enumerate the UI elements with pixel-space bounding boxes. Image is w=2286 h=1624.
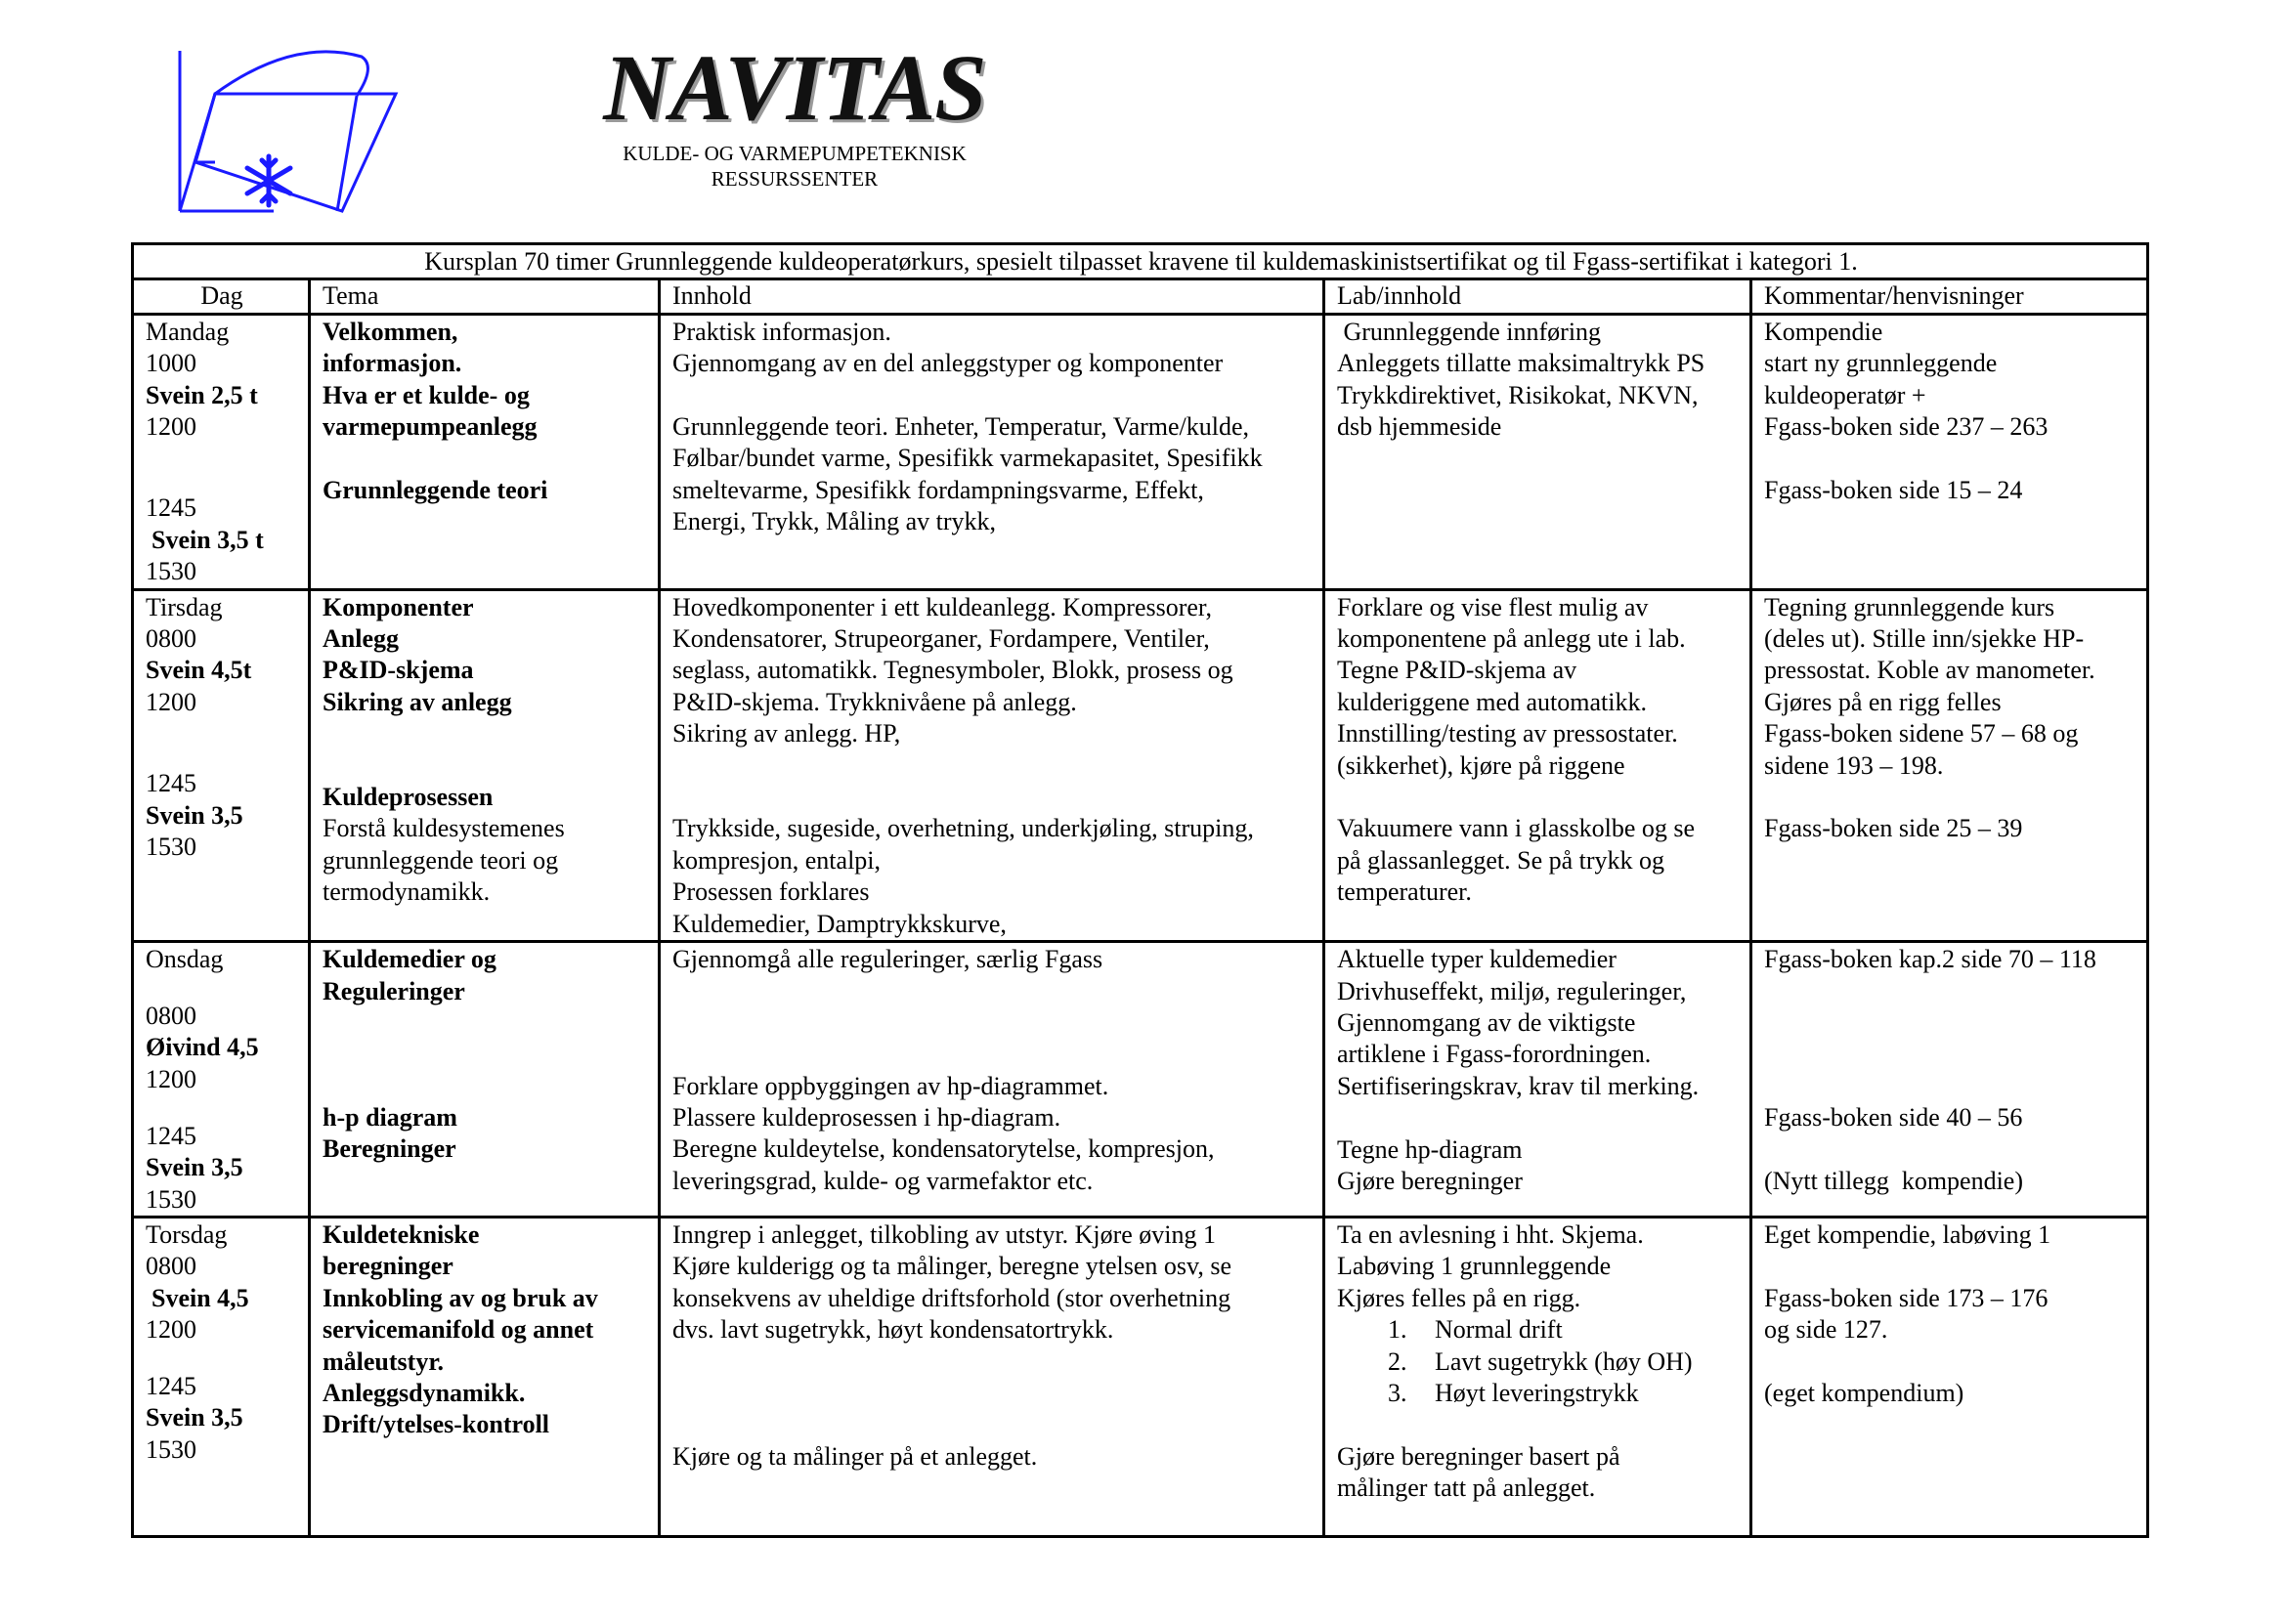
time-start: 1000 (146, 349, 196, 378)
kommentar-line: pressostat. Koble av manometer. (1764, 656, 2095, 685)
lab-line: Aktuelle typer kuldemedier (1337, 945, 1617, 974)
time-end: 1530 (146, 557, 196, 586)
lab-line: på glassanlegget. Se på trykk og (1337, 845, 1665, 875)
time-lunch: 1200 (146, 687, 196, 716)
navitas-logo-icon (176, 47, 401, 215)
time-resume: 1245 (146, 493, 196, 523)
day-name: Onsdag (146, 945, 224, 974)
lab-line: Ta en avlesning i hht. Skjema. (1337, 1219, 1644, 1249)
lab-cell (1324, 1217, 1751, 1536)
time-start: 0800 (146, 1252, 196, 1281)
kommentar-cell (1751, 589, 2148, 941)
lab-cell (1324, 314, 1751, 589)
innhold-line: Følbar/bundet varme, Spesifikk varmekapasitet, Spesifikk (672, 444, 1263, 473)
table-row (133, 589, 2148, 941)
day-name: Tirsdag (146, 592, 223, 621)
kommentar-line: og side 127. (1764, 1315, 1888, 1345)
innhold-line: Praktisk informasjon. (672, 317, 891, 346)
lab-line: Grunnleggende innføring (1337, 317, 1602, 346)
kommentar-line: (deles ut). Stille inn/sjekke HP- (1764, 624, 2085, 654)
tema-line: grunnleggende teori og (323, 845, 559, 875)
table-row (133, 314, 2148, 589)
lab-line: Sertifiseringskrav, krav til merking. (1337, 1071, 1700, 1100)
tema-line: Reguleringer (323, 976, 465, 1005)
kommentar-line: Eget kompendie, labøving 1 (1764, 1219, 2051, 1249)
innhold-line: leveringsgrad, kulde- og varmefaktor etc. (672, 1166, 1094, 1195)
lab-line: målinger tatt på anlegget. (1337, 1474, 1596, 1503)
table-row (133, 1217, 2148, 1536)
kommentar-line: Fgass-boken sidene 57 – 68 og (1764, 719, 2079, 748)
innhold-line: Prosessen forklares (672, 877, 870, 907)
tema-cell (310, 1217, 660, 1536)
innhold-line: dvs. lavt sugetrykk, høyt kondensatortrykk. (672, 1315, 1114, 1345)
innhold-line: Forklare oppbyggingen av hp-diagrammet. (672, 1071, 1109, 1100)
innhold-cell (660, 942, 1324, 1218)
lab-line: Vakuumere vann i glasskolbe og se (1337, 814, 1696, 843)
table-title: Kursplan 70 timer Grunnleggende kuldeoperatørkurs, spesielt tilpasset kravene til kuldemaskinistsertifikat og til Fgass-sertifikat i kategori 1. (133, 244, 2148, 279)
innhold-line: seglass, automatikk. Tegnesymboler, Blokk, prosess og (672, 656, 1233, 685)
lab-line: dsb hjemmeside (1337, 412, 1502, 442)
list-number: 3. (1388, 1378, 1407, 1407)
tema-line: termodynamikk. (323, 877, 491, 907)
time-start: 0800 (146, 1002, 196, 1030)
brand-name: NAVITAS (603, 35, 986, 140)
innhold-cell (660, 589, 1324, 941)
time-resume: 1245 (146, 1121, 196, 1150)
lab-line: kulderiggene med automatikk. (1337, 687, 1647, 716)
innhold-line: Trykkside, sugeside, overhetning, underkjøling, struping, (672, 814, 1254, 843)
instructor: Svein 3,5 t (151, 525, 264, 554)
lab-line: Innstilling/testing av pressostater. (1337, 719, 1678, 748)
tema-line: Komponenter (323, 592, 474, 621)
instructor: Svein 3,5 (146, 800, 243, 830)
column-header-dag: Dag (133, 279, 310, 314)
innhold-line: Kjøre og ta målinger på et anlegget. (672, 1441, 1038, 1471)
tema-cell (310, 942, 660, 1218)
tema-line: Hva er et kulde- og (323, 380, 530, 409)
instructor: Øivind 4,5 (146, 1033, 259, 1062)
kommentar-line: Gjøres på en rigg felles (1764, 687, 2002, 716)
time-end: 1530 (146, 1184, 196, 1214)
innhold-line: Kondensatorer, Strupeorganer, Fordampere, Ventiler, (672, 624, 1210, 654)
lab-line: Tegne P&ID-skjema av (1337, 656, 1577, 685)
innhold-line: konsekvens av uheldige driftsforhold (stor overhetning (672, 1283, 1231, 1312)
course-plan-table (131, 242, 2149, 1538)
time-lunch: 1200 (146, 1315, 196, 1345)
innhold-line: Gjennomgang av en del anleggstyper og komponenter (672, 349, 1224, 378)
column-header-tema: Tema (310, 279, 660, 314)
kommentar-line: start ny grunnleggende (1764, 349, 1998, 378)
kommentar-line: Fgass-boken side 15 – 24 (1764, 475, 2023, 504)
lab-line: Gjøre beregninger (1337, 1166, 1523, 1195)
kommentar-cell (1751, 1217, 2148, 1536)
list-text: Lavt sugetrykk (høy OH) (1435, 1346, 1693, 1376)
kommentar-cell (1751, 314, 2148, 589)
lab-line: komponentene på anlegg ute i lab. (1337, 624, 1686, 654)
tema-line: servicemanifold og annet (323, 1315, 594, 1345)
lab-line: Kjøres felles på en rigg. (1337, 1283, 1581, 1312)
innhold-cell (660, 1217, 1324, 1536)
list-text: Normal drift (1435, 1315, 1563, 1345)
tema-line: Kuldetekniske (323, 1219, 480, 1249)
innhold-line: Plassere kuldeprosessen i hp-diagram. (672, 1103, 1061, 1133)
tema-line: Sikring av anlegg (323, 687, 512, 716)
instructor: Svein 2,5 t (146, 380, 258, 409)
time-end: 1530 (146, 833, 196, 862)
time-resume: 1245 (146, 769, 196, 798)
innhold-line: Kuldemedier, Damptrykkskurve, (672, 909, 1007, 938)
tema-line: Velkommen, (323, 317, 458, 346)
time-end: 1530 (146, 1434, 196, 1464)
tema-line: h-p diagram (323, 1103, 457, 1133)
time-lunch: 1200 (146, 412, 196, 442)
innhold-cell (660, 314, 1324, 589)
instructor: Svein 4,5 (151, 1283, 249, 1312)
instructor: Svein 3,5 (146, 1403, 243, 1432)
list-number: 1. (1388, 1315, 1407, 1345)
tema-line: Kuldemedier og (323, 945, 496, 974)
list-number: 2. (1388, 1346, 1407, 1376)
tema-line: Forstå kuldesystemenes (323, 814, 565, 843)
tema-line: varmepumpeanlegg (323, 412, 538, 442)
lab-line: Anleggets tillatte maksimaltrykk PS (1337, 349, 1705, 378)
innhold-line: Kjøre kulderigg og ta målinger, beregne ytelsen osv, se (672, 1252, 1231, 1281)
innhold-line: Hovedkomponenter i ett kuldeanlegg. Kompressorer, (672, 592, 1213, 621)
tema-line: Drift/ytelses-kontroll (323, 1410, 550, 1439)
time-resume: 1245 (146, 1372, 196, 1401)
tema-line: Kuldeprosessen (323, 783, 494, 812)
brand-subtitle-line1: KULDE- OG VARMEPUMPETEKNISK (623, 142, 967, 165)
kommentar-line: Fgass-boken kap.2 side 70 – 118 (1764, 945, 2096, 974)
lab-list-item (1337, 1314, 1740, 1346)
brand-subtitle-line2: RESSURSSENTER (711, 167, 879, 191)
lab-line: Gjennomgang av de viktigste (1337, 1007, 1636, 1037)
lab-line: Trykkdirektivet, Risikokat, NKVN, (1337, 380, 1699, 409)
innhold-line: Beregne kuldeytelse, kondensatorytelse, kompresjon, (672, 1134, 1215, 1164)
kommentar-line: (eget kompendium) (1764, 1378, 1964, 1407)
innhold-line: Inngrep i anlegget, tilkobling av utstyr. Kjøre øving 1 (672, 1219, 1217, 1249)
lab-list-item (1337, 1378, 1740, 1409)
day-cell-torsdag (133, 1217, 310, 1536)
lab-cell (1324, 589, 1751, 941)
innhold-line: Gjennomgå alle reguleringer, særlig Fgass (672, 945, 1103, 974)
list-text: Høyt leveringstrykk (1435, 1378, 1639, 1407)
innhold-line: Energi, Trykk, Måling av trykk, (672, 507, 997, 536)
tema-line: Beregninger (323, 1134, 456, 1164)
time-lunch: 1200 (146, 1064, 196, 1093)
tema-line: måleutstyr. (323, 1346, 444, 1376)
column-header-kommentar: Kommentar/henvisninger (1751, 279, 2148, 314)
tema-line: P&ID-skjema (323, 656, 474, 685)
brand-block (575, 35, 1014, 192)
lab-list-item (1337, 1346, 1740, 1378)
innhold-line: smeltevarme, Spesifikk fordampningsvarme, Effekt, (672, 475, 1204, 504)
column-header-lab: Lab/innhold (1324, 279, 1751, 314)
kommentar-line: (Nytt tillegg kompendie) (1764, 1166, 2024, 1195)
lab-line: artiklene i Fgass-forordningen. (1337, 1040, 1652, 1069)
day-name: Mandag (146, 317, 230, 346)
kommentar-line: Fgass-boken side 40 – 56 (1764, 1103, 2023, 1133)
time-start: 0800 (146, 624, 196, 654)
tema-line: Anlegg (323, 624, 399, 654)
kommentar-cell (1751, 942, 2148, 1218)
day-cell-tirsdag (133, 589, 310, 941)
innhold-line: Sikring av anlegg. HP, (672, 719, 901, 748)
innhold-line: Grunnleggende teori. Enheter, Temperatur, Varme/kulde, (672, 412, 1250, 442)
tema-cell (310, 589, 660, 941)
instructor: Svein 3,5 (146, 1153, 243, 1182)
kommentar-line: Fgass-boken side 237 – 263 (1764, 412, 2049, 442)
lab-line: Forklare og vise flest mulig av (1337, 592, 1649, 621)
day-name: Torsdag (146, 1219, 228, 1249)
lab-line: Labøving 1 grunnleggende (1337, 1252, 1612, 1281)
table-title-row (133, 244, 2148, 279)
day-cell-onsdag (133, 942, 310, 1218)
tema-cell (310, 314, 660, 589)
innhold-line: kompresjon, entalpi, (672, 845, 882, 875)
kommentar-line: Kompendie (1764, 317, 1883, 346)
lab-line: Drivhuseffekt, miljø, reguleringer, (1337, 976, 1687, 1005)
innhold-line: P&ID-skjema. Trykknivåene på anlegg. (672, 687, 1077, 716)
kommentar-line: kuldeoperatør + (1764, 380, 1926, 409)
day-cell-mandag (133, 314, 310, 589)
table-header-row (133, 279, 2148, 314)
table-row (133, 942, 2148, 1218)
tema-line: beregninger (323, 1252, 453, 1281)
lab-line: (sikkerhet), kjøre på riggene (1337, 750, 1625, 780)
tema-line: Innkobling av og bruk av (323, 1283, 598, 1312)
lab-cell (1324, 942, 1751, 1218)
lab-line: Gjøre beregninger basert på (1337, 1441, 1620, 1471)
instructor: Svein 4,5t (146, 656, 252, 685)
kommentar-line: Tegning grunnleggende kurs (1764, 592, 2055, 621)
kommentar-line: sidene 193 – 198. (1764, 750, 1944, 780)
tema-line: Anleggsdynamikk. (323, 1378, 526, 1407)
tema-line: informasjon. (323, 349, 462, 378)
tema-line: Grunnleggende teori (323, 475, 548, 504)
kommentar-line: Fgass-boken side 25 – 39 (1764, 814, 2023, 843)
lab-line: Tegne hp-diagram (1337, 1134, 1523, 1164)
column-header-innhold: Innhold (660, 279, 1324, 314)
kommentar-line: Fgass-boken side 173 – 176 (1764, 1283, 2049, 1312)
lab-line: temperaturer. (1337, 877, 1472, 907)
